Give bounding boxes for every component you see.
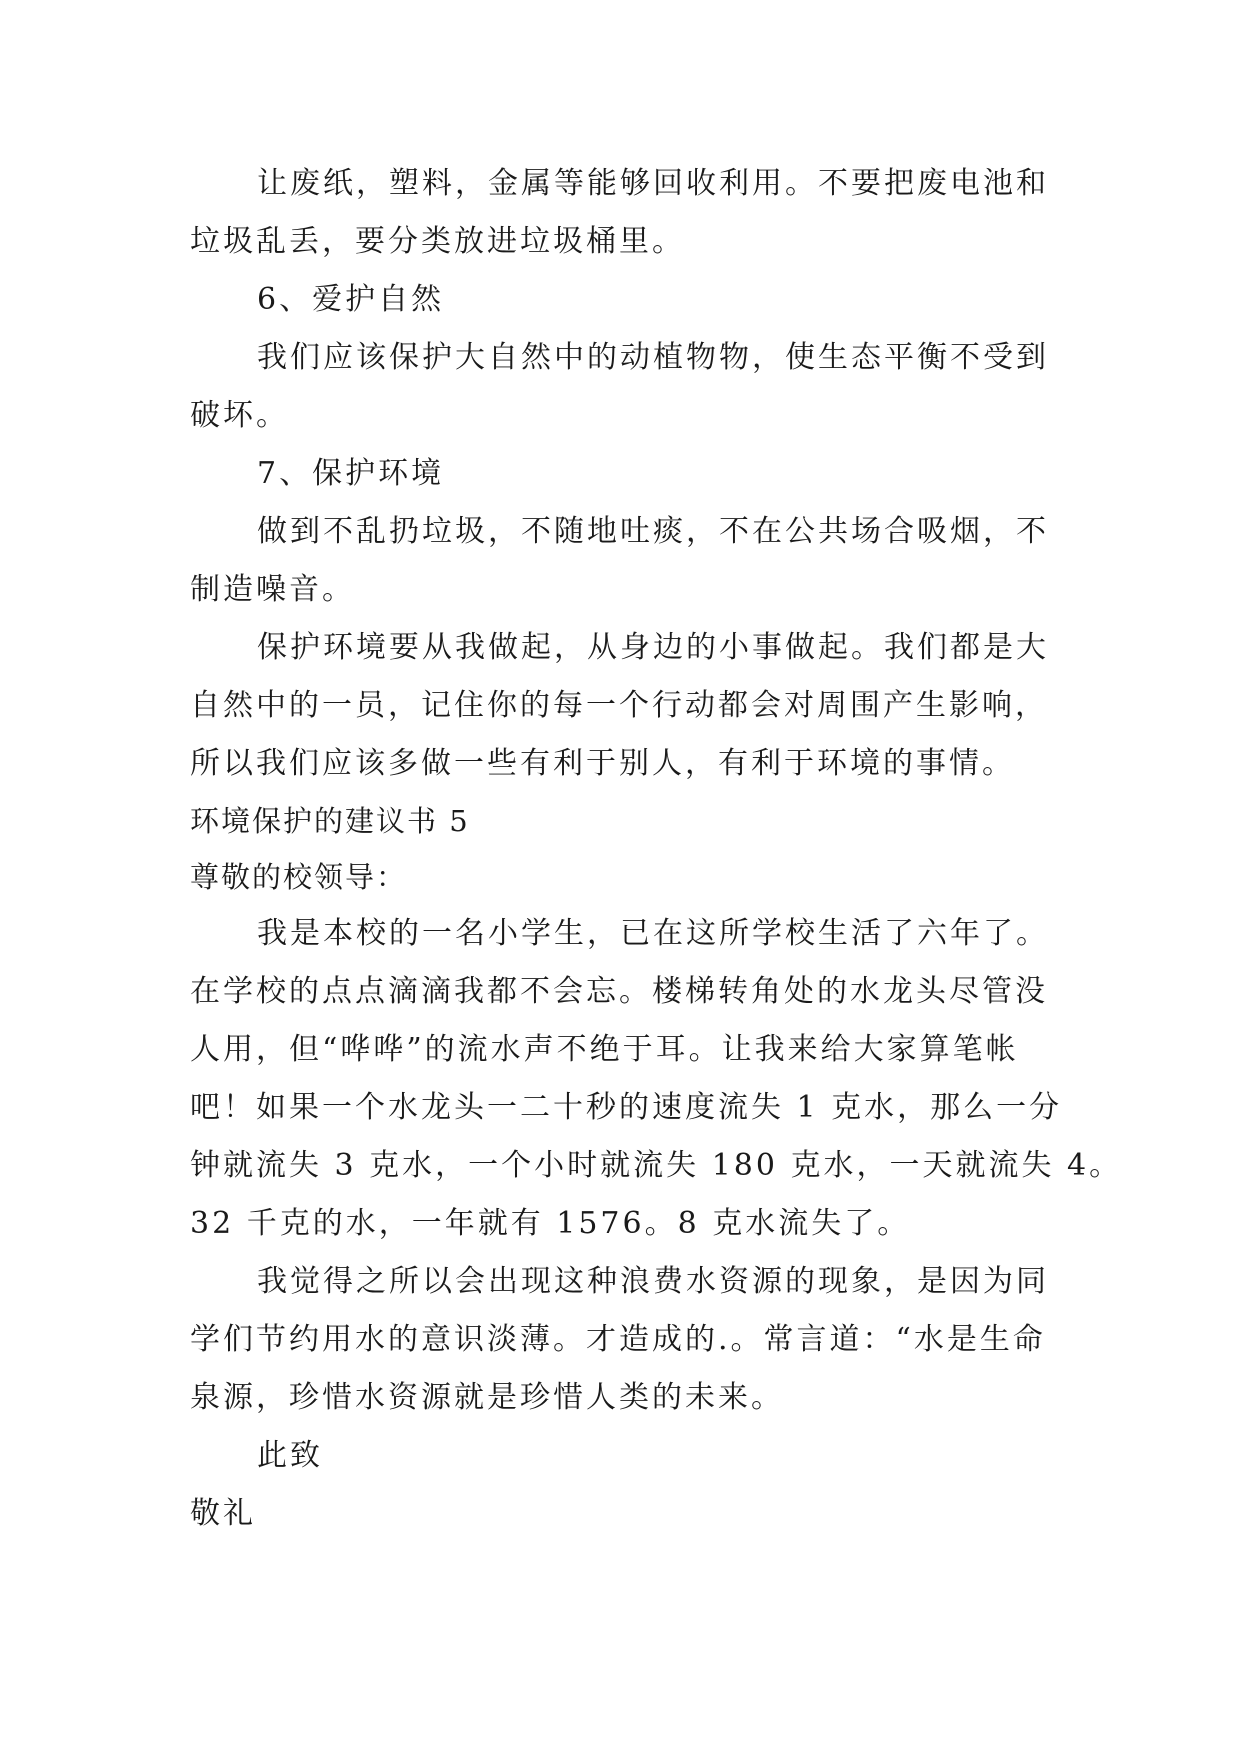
paragraph-line: 我是本校的一名小学生，已在这所学校生活了六年了。 <box>257 916 1049 951</box>
paragraph-line: 在学校的点点滴滴我都不会忘。楼梯转角处的水龙头尽管没 <box>190 974 1048 1009</box>
closing-line: 此致 <box>257 1438 323 1473</box>
paragraph-line: 破坏。 <box>190 398 289 433</box>
paragraph-line: 所以我们应该多做一些有利于别人，有利于环境的事情。 <box>190 746 1015 781</box>
paragraph-line: 垃圾乱丢，要分类放进垃圾桶里。 <box>190 224 685 259</box>
section-heading: 6、爱护自然 <box>257 282 445 317</box>
paragraph-line: 保护环境要从我做起，从身边的小事做起。我们都是大 <box>257 630 1049 665</box>
paragraph-line: 32 千克的水，一年就有 1576。8 克水流失了。 <box>190 1206 911 1241</box>
paragraph-line: 我觉得之所以会出现这种浪费水资源的现象，是因为同 <box>257 1264 1049 1299</box>
document-body <box>190 155 1123 1543</box>
paragraph-line: 学们节约用水的意识淡薄。才造成的.。常言道：“水是生命 <box>190 1322 1046 1357</box>
paragraph-line: 制造噪音。 <box>190 572 355 607</box>
paragraph-line: 做到不乱扔垃圾，不随地吐痰，不在公共场合吸烟，不 <box>257 514 1049 549</box>
letter-title: 环境保护的建议书 5 <box>190 804 470 838</box>
paragraph-line: 让废纸，塑料，金属等能够回收利用。不要把废电池和 <box>257 166 1049 201</box>
paragraph-line: 泉源，珍惜水资源就是珍惜人类的未来。 <box>190 1380 784 1415</box>
letter-salutation: 尊敬的校领导： <box>190 860 408 894</box>
section-heading: 7、保护环境 <box>257 456 445 491</box>
paragraph-line: 自然中的一员，记住你的每一个行动都会对周围产生影响， <box>190 688 1048 723</box>
closing-regards: 敬礼 <box>190 1496 256 1531</box>
paragraph-line: 我们应该保护大自然中的动植物物，使生态平衡不受到 <box>257 340 1049 375</box>
paragraph-line: 吧！如果一个水龙头一二十秒的速度流失 1 克水，那么一分 <box>190 1090 1063 1125</box>
paragraph-line: 人用，但“哗哗”的流水声不绝于耳。让我来给大家算笔帐 <box>190 1032 1019 1067</box>
paragraph-line: 钟就流失 3 克水，一个小时就流失 180 克水，一天就流失 4。 <box>190 1148 1123 1183</box>
